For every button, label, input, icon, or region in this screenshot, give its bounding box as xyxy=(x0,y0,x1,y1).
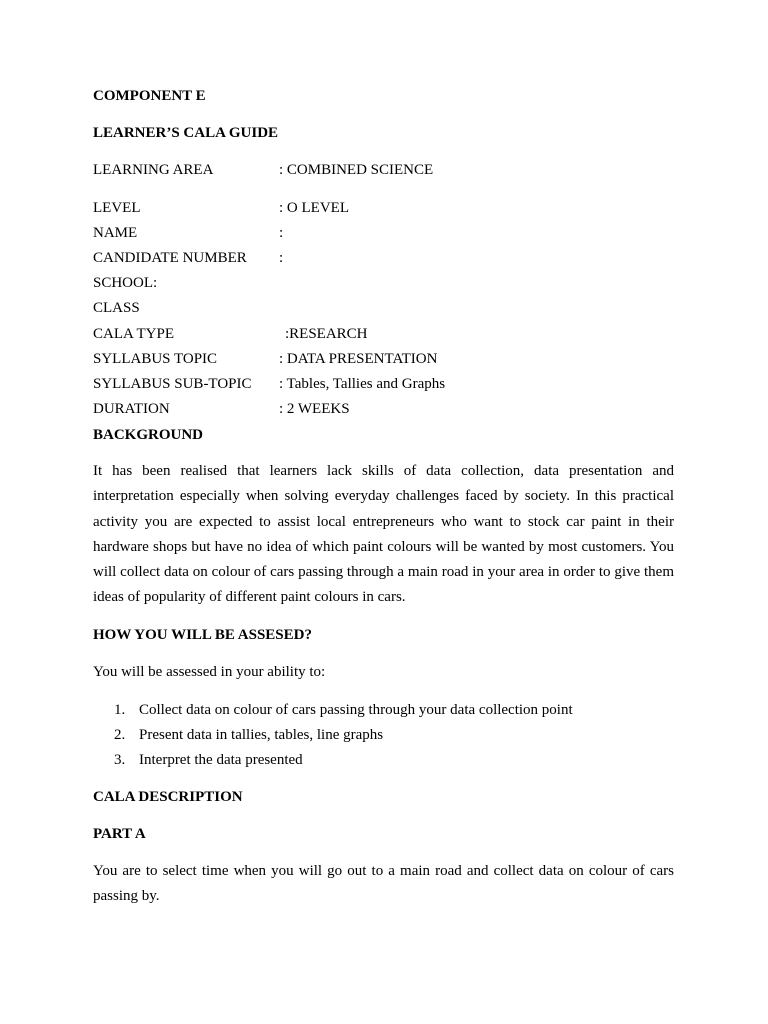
assessed-intro: You will be assessed in your ability to: xyxy=(93,664,326,680)
list-item-number: 2. xyxy=(114,727,126,743)
field-value-syllabus-sub-topic: : Tables, Tallies and Graphs xyxy=(279,376,446,392)
field-value-cala-type: :RESEARCH xyxy=(285,326,368,342)
list-item xyxy=(93,700,693,725)
field-label-syllabus-sub-topic: SYLLABUS SUB-TOPIC xyxy=(93,376,252,392)
component-heading: COMPONENT E xyxy=(93,88,206,104)
field-value-syllabus-topic: : DATA PRESENTATION xyxy=(279,351,438,367)
field-value-duration: : 2 WEEKS xyxy=(279,401,350,417)
field-label-class: CLASS xyxy=(93,300,140,316)
field-value-candidate-number: : xyxy=(279,250,284,266)
field-value-name: : xyxy=(279,225,284,241)
cala-description-heading: CALA DESCRIPTION xyxy=(93,789,243,805)
part-a-heading: PART A xyxy=(93,826,146,842)
learning-area-value: : COMBINED SCIENCE xyxy=(279,162,434,178)
assessment-list xyxy=(93,700,693,775)
part-a-paragraph: You are to select time when you will go out to a main road and collect data on colour of cars passing by. xyxy=(93,863,674,905)
field-label-syllabus-topic: SYLLABUS TOPIC xyxy=(93,351,218,367)
list-item-text: Present data in tallies, tables, line graphs xyxy=(139,727,384,743)
background-heading: BACKGROUND xyxy=(93,427,204,443)
list-item-number: 1. xyxy=(114,702,126,718)
field-label-level: LEVEL xyxy=(93,200,141,216)
field-label-school: SCHOOL: xyxy=(93,275,158,291)
field-label-duration: DURATION xyxy=(93,401,170,417)
field-value-level: : O LEVEL xyxy=(279,200,349,216)
field-label-name: NAME xyxy=(93,225,138,241)
list-item-text: Collect data on colour of cars passing through your data collection point xyxy=(139,702,573,718)
learning-area-label: LEARNING AREA xyxy=(93,162,214,178)
list-item xyxy=(93,750,693,775)
field-label-candidate-number: CANDIDATE NUMBER xyxy=(93,250,247,266)
list-item-text: Interpret the data presented xyxy=(139,752,303,768)
background-paragraph: It has been realised that learners lack skills of data collection, data presentation and interpretation especially when solving everyday challenges faced by society. In this practical activity you are expected to assist local entrepreneurs who want to stock car paint in their hardware shops but have no idea of which paint colours will be wanted by most customers. You will collect data on colour of cars passing through a main road in your area in order to give them ideas of popularity of different paint colours in cars. xyxy=(93,463,674,606)
field-label-cala-type: CALA TYPE xyxy=(93,326,174,342)
assessed-heading: HOW YOU WILL BE ASSESED? xyxy=(93,627,312,643)
list-item-number: 3. xyxy=(114,752,126,768)
list-item xyxy=(93,725,693,750)
guide-title: LEARNER’S CALA GUIDE xyxy=(93,125,279,141)
